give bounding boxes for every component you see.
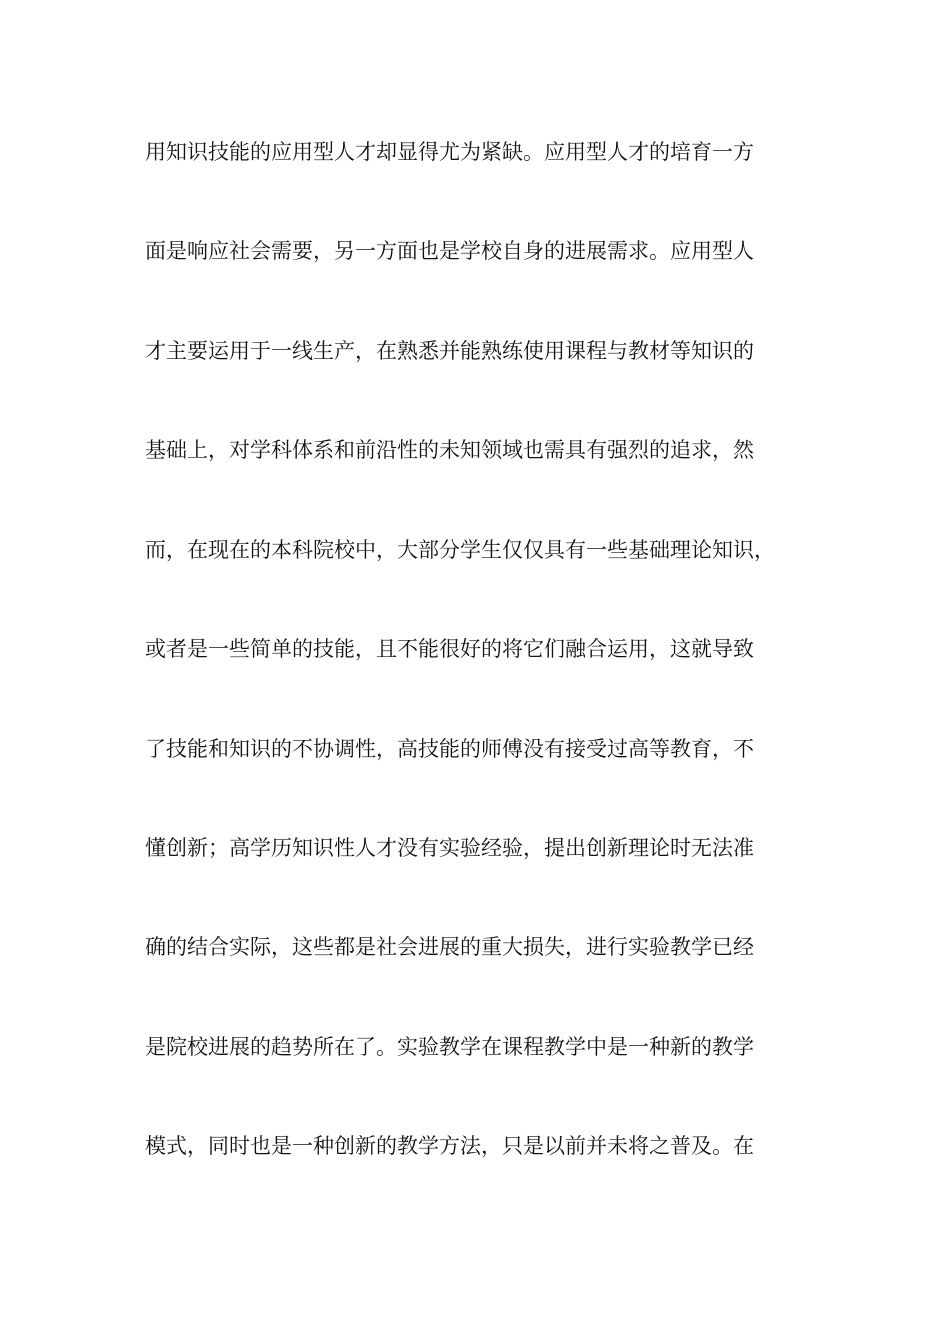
paragraph-line: 面是响应社会需要，另一方面也是学校自身的进展需求。应用型人 [145, 239, 754, 263]
paragraph-line: 是院校进展的趋势所在了。实验教学在课程教学中是一种新的教学 [145, 1035, 754, 1059]
paragraph-line: 确的结合实际，这些都是社会进展的重大损失，进行实验教学已经 [145, 935, 754, 959]
paragraph-line: 而，在现在的本科院校中，大部分学生仅仅具有一些基础理论知识， [145, 538, 775, 562]
paragraph-line: 基础上，对学科体系和前沿性的未知领域也需具有强烈的追求，然 [145, 438, 754, 462]
paragraph-line: 才主要运用于一线生产，在熟悉并能熟练使用课程与教材等知识的 [145, 339, 754, 363]
paragraph-line: 用知识技能的应用型人才却显得尤为紧缺。应用型人才的培育一方 [145, 140, 754, 164]
paragraph-line: 懂创新；高学历知识性人才没有实验经验，提出创新理论时无法准 [145, 836, 754, 860]
paragraph-line: 模式，同时也是一种创新的教学方法，只是以前并未将之普及。在 [145, 1134, 754, 1158]
paragraph-line: 或者是一些简单的技能，且不能很好的将它们融合运用，这就导致 [145, 637, 754, 661]
paragraph-line: 了技能和知识的不协调性，高技能的师傅没有接受过高等教育，不 [145, 737, 754, 761]
